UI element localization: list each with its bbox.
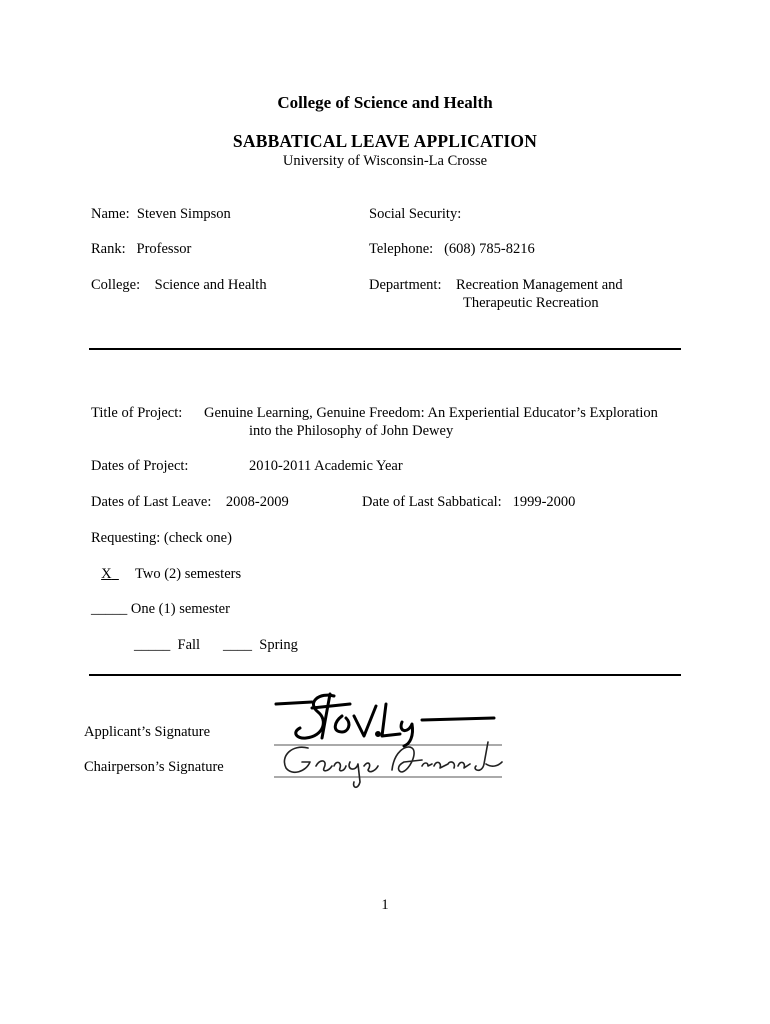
department-value-line1: Recreation Management and — [456, 277, 623, 293]
page-number: 1 — [381, 897, 389, 913]
one-semester-label: One (1) semester — [130, 601, 230, 617]
option-spring[interactable] — [223, 637, 298, 654]
telephone-value: (608) 785-8216 — [444, 241, 535, 257]
option-fall[interactable] — [134, 637, 200, 654]
section-divider-top — [89, 348, 681, 350]
applicant-signature-image — [276, 694, 494, 746]
fall-label: Fall — [177, 637, 201, 653]
name-label: Name: — [91, 206, 130, 222]
college-heading: College of Science and Health — [277, 93, 493, 112]
two-semesters-checkmark: X — [101, 566, 112, 582]
project-dates-label: Dates of Project: — [91, 458, 189, 474]
last-sabbatical-label: Date of Last Sabbatical: — [362, 494, 502, 510]
option-two-semesters[interactable] — [92, 566, 241, 583]
department-value-line2: Therapeutic Recreation — [463, 295, 599, 311]
last-leave-value: 2008-2009 — [225, 494, 289, 510]
chairperson-signature-label: Chairperson’s Signature — [84, 759, 224, 775]
university-name: University of Wisconsin-La Crosse — [282, 153, 488, 169]
rank-label: Rank: — [91, 241, 126, 257]
rank-row — [91, 241, 191, 258]
signature-area — [272, 686, 512, 798]
telephone-row — [369, 241, 535, 258]
requesting-label: Requesting: (check one) — [91, 530, 232, 546]
project-title-line1: Genuine Learning, Genuine Freedom: An Experiential Educator’s Exploration — [204, 405, 658, 421]
project-title-label: Title of Project: — [91, 405, 183, 421]
college-label: College: — [91, 277, 141, 293]
fall-blank: _____ — [134, 637, 171, 653]
form-title: SABBATICAL LEAVE APPLICATION — [232, 131, 538, 151]
project-dates-value: 2010-2011 Academic Year — [249, 458, 403, 474]
section-divider-bottom — [89, 674, 681, 676]
last-sabbatical-value: 1999-2000 — [512, 494, 576, 510]
name-row — [91, 206, 231, 223]
college-row — [91, 277, 267, 294]
applicant-signature-label: Applicant’s Signature — [84, 724, 211, 740]
last-leave-label: Dates of Last Leave: — [91, 494, 212, 510]
department-label: Department: — [369, 277, 442, 293]
last-sabbatical-row — [362, 494, 575, 511]
rank-value: Professor — [136, 241, 192, 257]
two-semesters-label: Two (2) semesters — [135, 566, 242, 582]
spring-blank: ____ — [223, 637, 252, 653]
option-one-semester[interactable] — [91, 601, 230, 618]
telephone-label: Telephone: — [369, 241, 434, 257]
college-value: Science and Health — [154, 277, 267, 293]
one-semester-blank: _____ — [91, 601, 128, 617]
chairperson-signature-image — [284, 742, 502, 787]
name-value: Steven Simpson — [136, 206, 231, 222]
last-leave-row — [91, 494, 289, 511]
spring-label: Spring — [259, 637, 298, 653]
ssn-label: Social Security: — [369, 206, 462, 222]
project-title-line2: into the Philosophy of John Dewey — [249, 423, 454, 439]
